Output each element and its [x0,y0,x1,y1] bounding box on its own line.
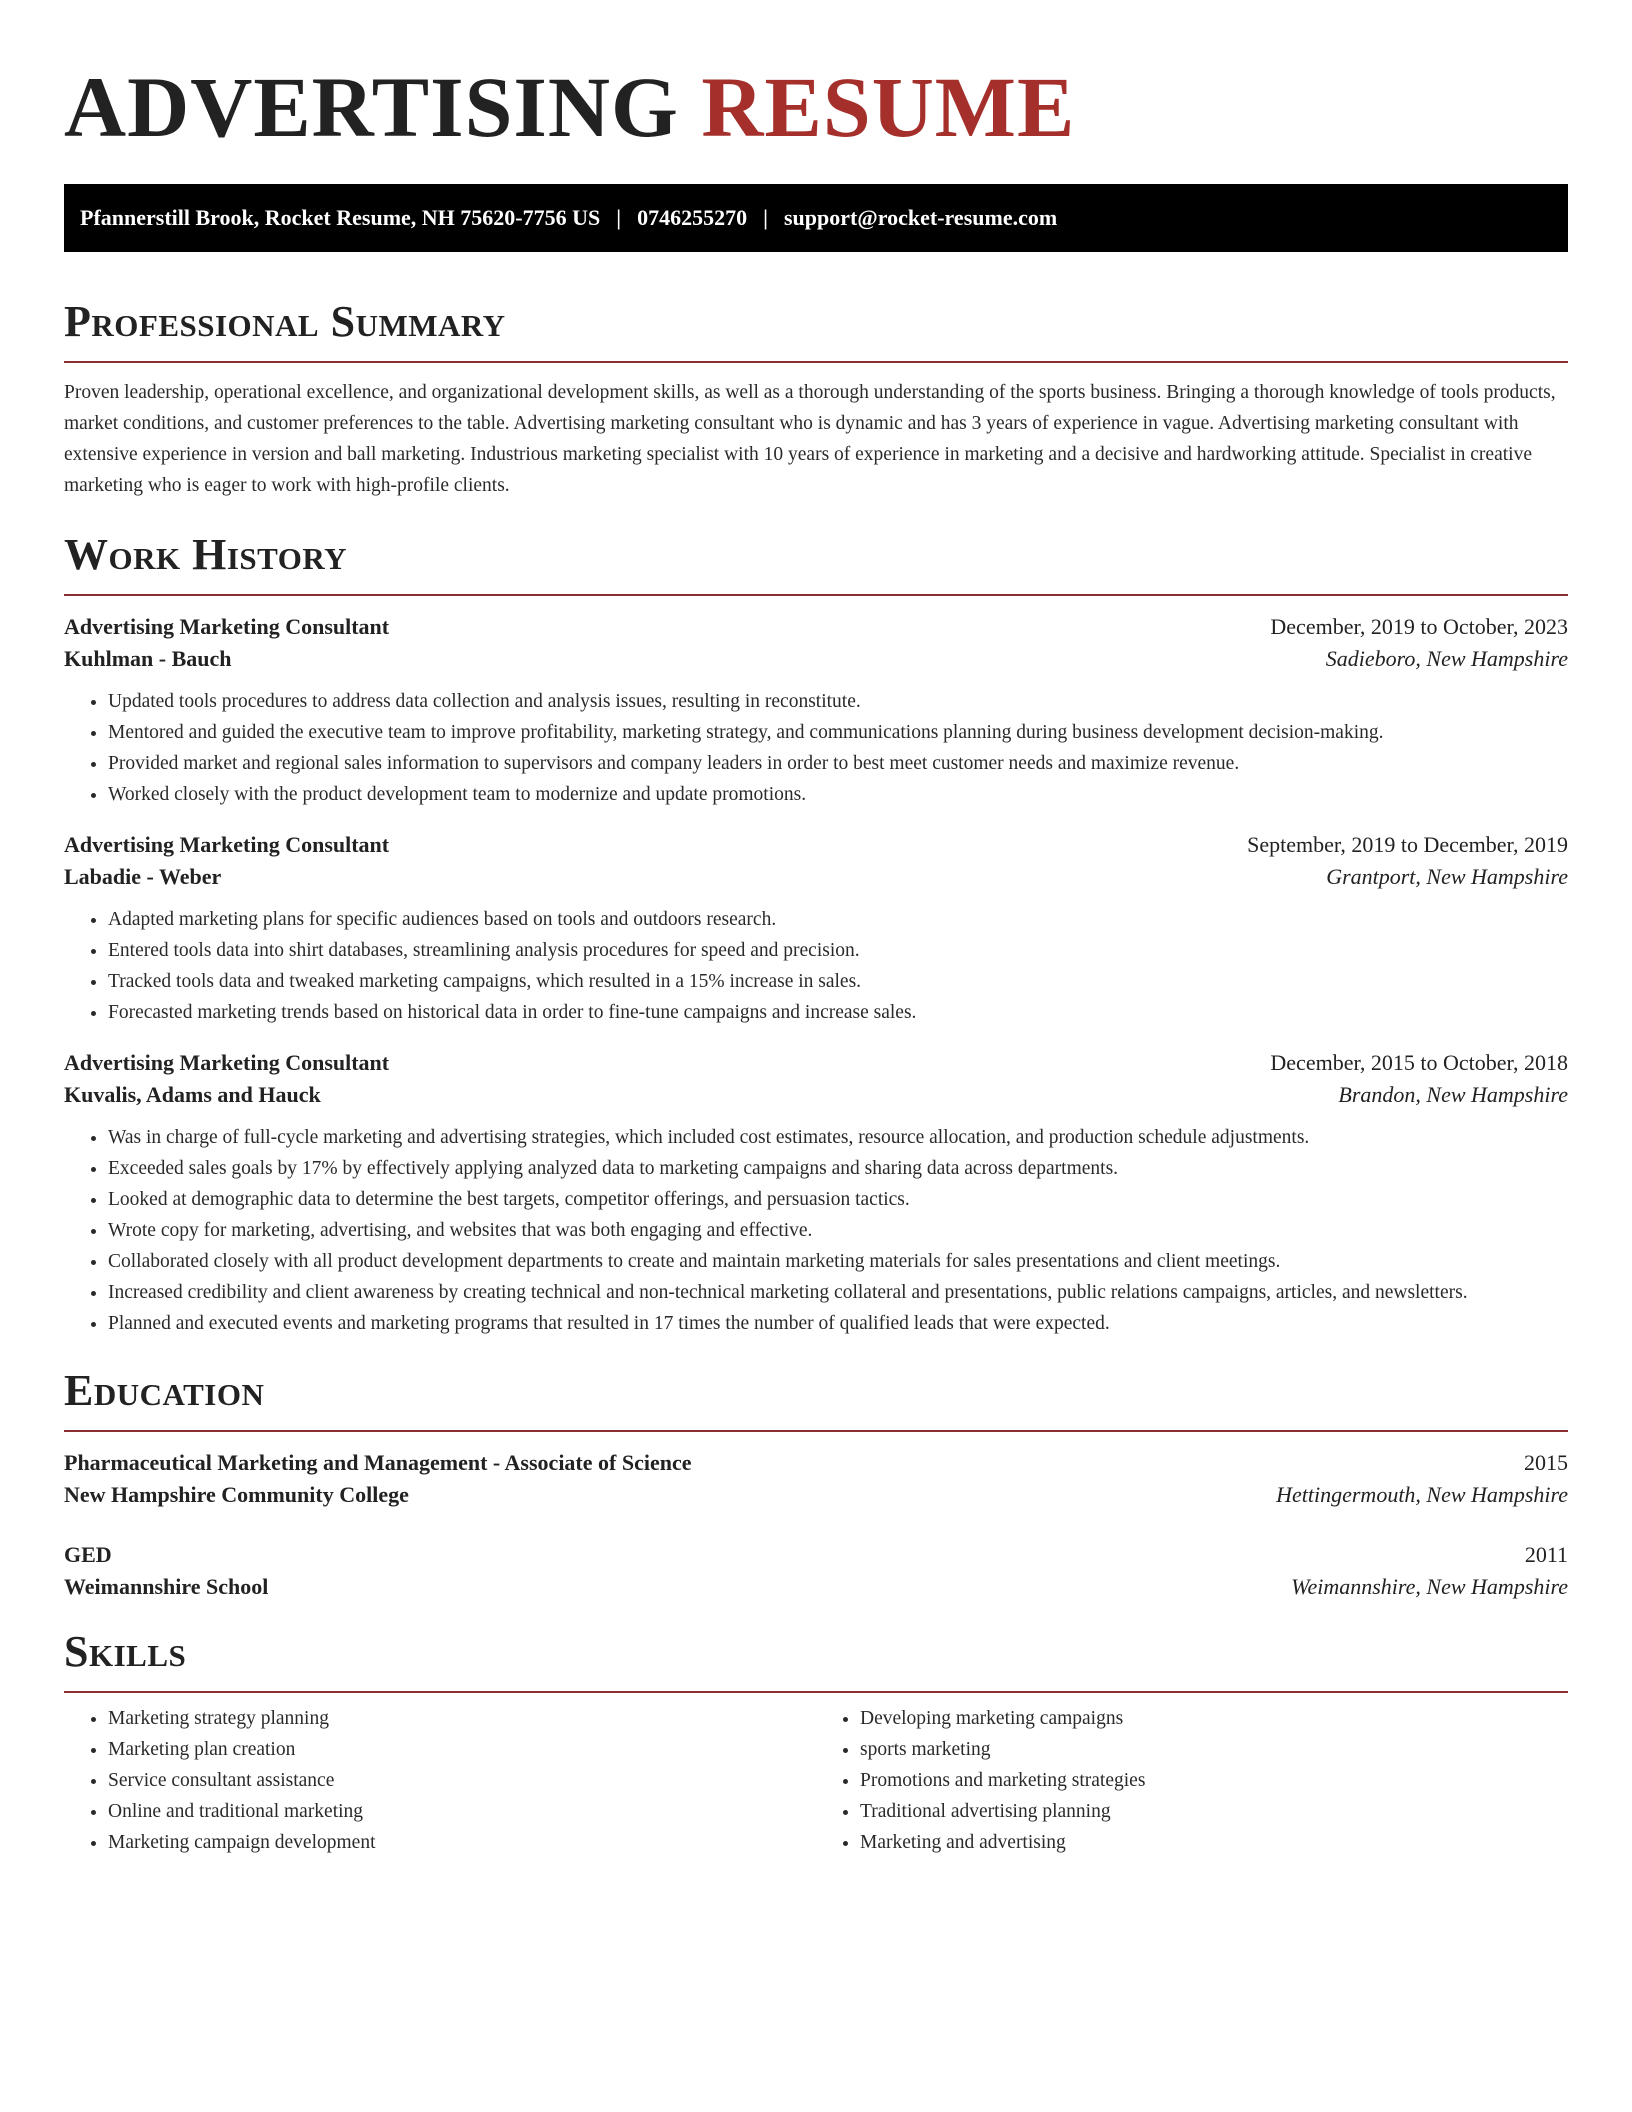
summary-section [64,296,1568,501]
job-company-row [64,1082,1568,1108]
job-duty: • Was in charge of full-cycle marketing and advertising strategies, which included cost estimates, resource allocation, and production schedule adjustments. [108,1122,1568,1153]
job-duties [64,904,1568,1028]
job-company: Kuhlman - Bauch [64,646,232,671]
job-duties [64,686,1568,810]
contact-email: support@rocket-resume.com [783,205,1058,230]
skill-item: • Traditional advertising planning [860,1796,1568,1827]
resume-title [64,56,1568,155]
education-school: New Hampshire Community College [64,1482,409,1507]
education-year: 2015 [1524,1450,1568,1475]
skill-item: • Promotions and marketing strategies [860,1765,1568,1796]
job-company: Kuvalis, Adams and Hauck [64,1082,321,1107]
job-header-row [64,832,1568,858]
education-location: Weimannshire, New Hampshire [1291,1574,1568,1599]
job-dates: September, 2019 to December, 2019 [1247,832,1568,857]
work-history-heading: Work History [64,530,348,579]
job-entry [64,614,1568,810]
job-duty: • Planned and executed events and marketing programs that resulted in 17 times the number of qualified leads that were expected. [108,1308,1568,1339]
skill-item: • sports marketing [860,1734,1568,1765]
job-company-row [64,864,1568,890]
contact-separator: | [616,205,622,230]
skill-item: • Marketing campaign development [108,1827,816,1858]
skill-item: • Marketing strategy planning [108,1703,816,1734]
education-degree-row [64,1542,1568,1568]
job-title: Advertising Marketing Consultant [64,832,390,857]
education-degree: Pharmaceutical Marketing and Management - Associate of Science [64,1450,692,1475]
job-duty: • Mentored and guided the executive team to improve profitability, marketing strategy, and communications planning during business development decision-making. [108,717,1568,748]
job-duty: • Entered tools data into shirt databases, streamlining analysis procedures for speed and precision. [108,935,1568,966]
job-entry [64,1050,1568,1339]
education-school-row [64,1482,1568,1508]
section-divider [64,1430,1568,1432]
job-duties [64,1122,1568,1339]
job-location: Brandon, New Hampshire [1338,1082,1568,1107]
job-location: Sadieboro, New Hampshire [1325,646,1568,671]
job-entry [64,832,1568,1028]
summary-heading: Professional Summary [64,297,506,346]
job-duty: • Updated tools procedures to address data collection and analysis issues, resulting in reconstitute. [108,686,1568,717]
job-duty: • Adapted marketing plans for specific audiences based on tools and outdoors research. [108,904,1568,935]
job-duty: • Looked at demographic data to determine the best targets, competitor offerings, and persuasion tactics. [108,1184,1568,1215]
job-duty: • Worked closely with the product development team to modernize and update promotions. [108,779,1568,810]
skills-list-left [64,1703,816,1858]
job-duty: • Increased credibility and client awareness by creating technical and non-technical marketing collateral and presentations, public relations campaigns, articles, and newsletters. [108,1277,1568,1308]
job-company: Labadie - Weber [64,864,222,889]
skills-section [64,1626,1568,1858]
job-duty: • Collaborated closely with all product development departments to create and maintain marketing materials for sales presentations and client meetings. [108,1246,1568,1277]
education-school-row [64,1574,1568,1600]
title-accent: RESUME [701,59,1076,155]
skill-item: • Marketing and advertising [860,1827,1568,1858]
job-dates: December, 2015 to October, 2018 [1270,1050,1568,1075]
contact-separator: | [763,205,768,230]
job-header-row [64,1050,1568,1076]
skill-item: • Service consultant assistance [108,1765,816,1796]
education-school: Weimannshire School [64,1574,269,1599]
education-section [64,1365,1568,1600]
skills-columns [64,1703,1568,1858]
skills-heading: Skills [64,1627,187,1676]
title-main: ADVERTISING [64,59,679,155]
job-location: Grantport, New Hampshire [1326,864,1568,889]
job-title: Advertising Marketing Consultant [64,614,390,639]
job-dates: December, 2019 to October, 2023 [1270,614,1568,639]
education-degree: GED [64,1542,112,1567]
education-degree-row [64,1450,1568,1476]
job-duty: • Exceeded sales goals by 17% by effectively applying analyzed data to marketing campaigns and sharing data across departments. [108,1153,1568,1184]
job-duty: • Provided market and regional sales information to supervisors and company leaders in order to best meet customer needs and maximize revenue. [108,748,1568,779]
work-history-section [64,529,1568,1339]
skill-item: • Marketing plan creation [108,1734,816,1765]
job-title: Advertising Marketing Consultant [64,1050,390,1075]
contact-address: Pfannerstill Brook, Rocket Resume, NH 75620-7756 US [80,205,601,230]
job-duty: • Tracked tools data and tweaked marketing campaigns, which resulted in a 15% increase in sales. [108,966,1568,997]
contact-bar [64,184,1568,252]
education-heading: Education [64,1366,265,1415]
skill-item: • Developing marketing campaigns [860,1703,1568,1734]
job-header-row [64,614,1568,640]
education-year: 2011 [1524,1542,1568,1567]
education-entry [64,1542,1568,1600]
contact-phone: 0746255270 [637,205,748,230]
section-divider [64,1691,1568,1693]
job-duty: • Wrote copy for marketing, advertising, and websites that was both engaging and effective. [108,1215,1568,1246]
job-company-row [64,646,1568,672]
section-divider [64,594,1568,596]
skills-list-right [816,1703,1568,1858]
education-entry [64,1450,1568,1508]
skill-item: • Online and traditional marketing [108,1796,816,1827]
summary-text: Proven leadership, operational excellence, and organizational development skills, as well as a thorough understanding of the sports business. Bringing a thorough knowledge of tools products, market conditions, and customer preferences to the table. Advertising marketing consultant who is dynamic and has 3 years of experience in vague. Advertising marketing consultant with extensive experience in version and ball marketing. Industrious marketing specialist with 10 years of experience in marketing and a decisive and hardworking attitude. Specialist in creative marketing who is eager to work with high-profile clients. [64,382,1556,496]
education-location: Hettingermouth, New Hampshire [1276,1482,1568,1507]
job-duty: • Forecasted marketing trends based on historical data in order to fine-tune campaigns and increase sales. [108,997,1568,1028]
section-divider [64,361,1568,363]
